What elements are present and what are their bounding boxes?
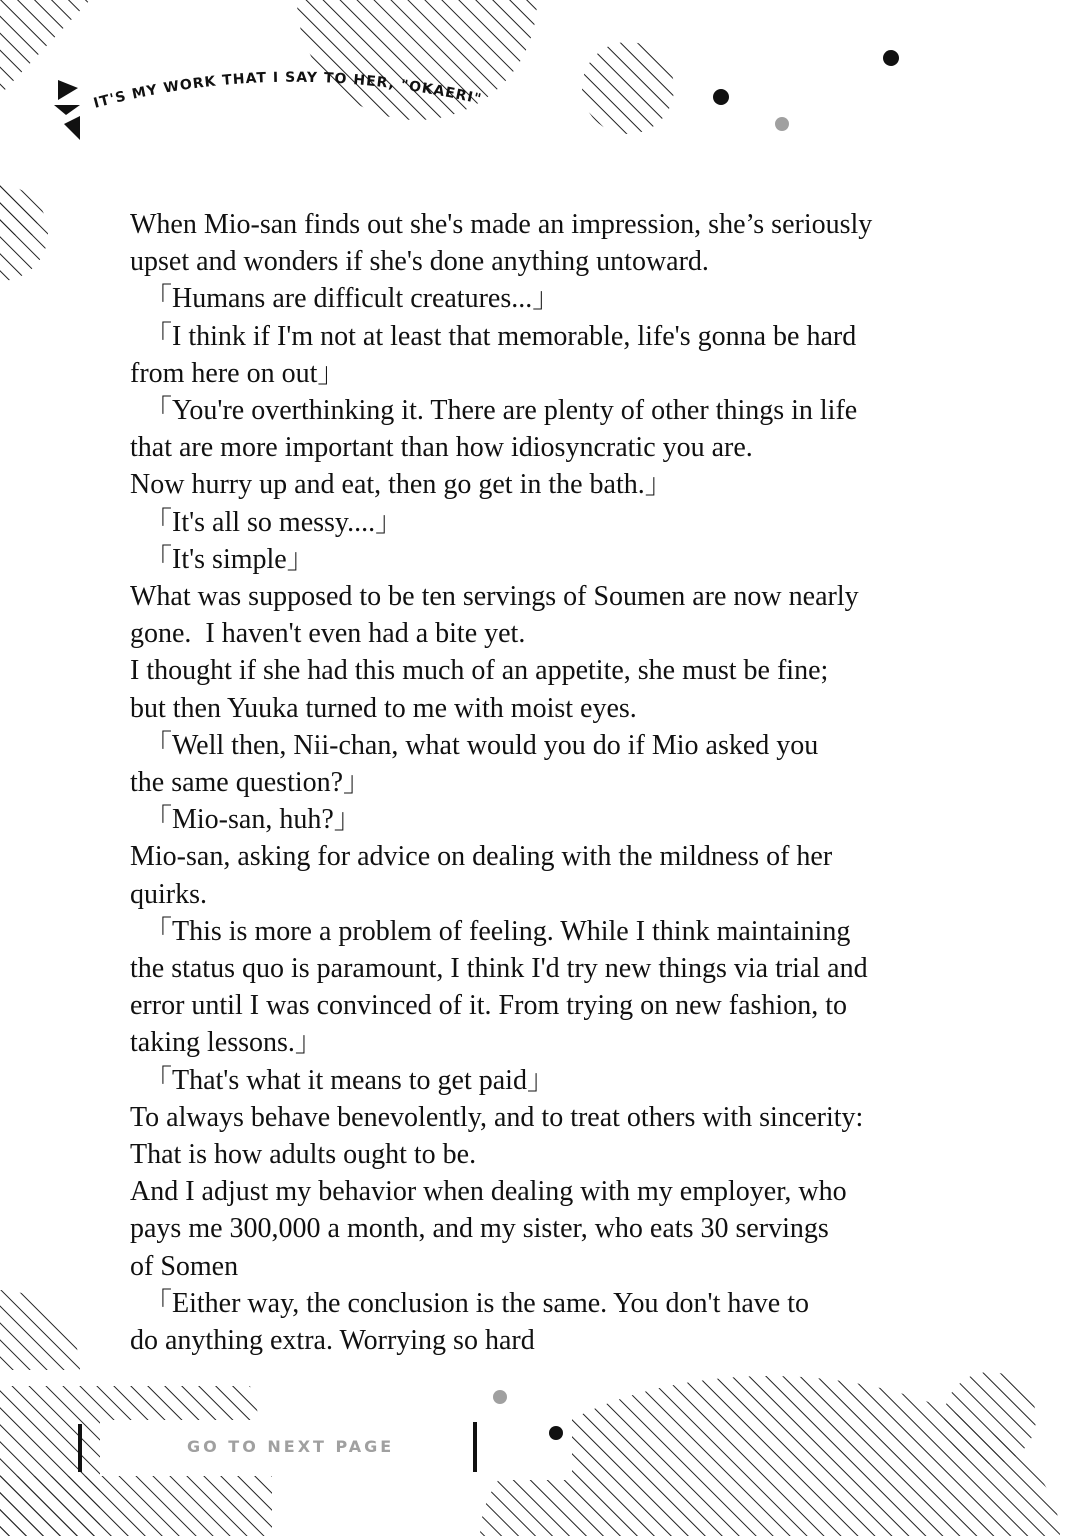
hatch-corner-top-left [0, 0, 90, 95]
story-text [130, 206, 970, 1359]
text-line: the same question?」 [130, 767, 372, 799]
text-line: of Somen [130, 1250, 239, 1282]
text-line: that are more important than how idiosyncratic you are. [130, 432, 753, 464]
text-line: 「That's what it means to get paid」 [130, 1064, 555, 1096]
text-line: That is how adults ought to be. [130, 1139, 477, 1171]
text-line: but then Yuuka turned to me with moist eyes. [130, 692, 637, 724]
text-line: 「Well then, Nii-chan, what would you do if Mio asked you [130, 729, 819, 761]
dot-black-3 [549, 1426, 563, 1440]
dot-gray-2 [493, 1390, 507, 1404]
hatch-semicircle-bottom-left [0, 1290, 80, 1370]
text-line: from here on out」 [130, 357, 346, 389]
text-line: 「Mio-san, huh?」 [130, 804, 362, 836]
text-line: Mio-san, asking for advice on dealing with the mildness of her [130, 841, 833, 873]
hatch-circle-bottom-right [944, 1372, 1036, 1464]
text-line: 「I think if I'm not at least that memorable, life's gonna be hard [130, 320, 857, 352]
text-line: gone. I haven't even had a bite yet. [130, 618, 526, 650]
text-line: 「Humans are difficult creatures...」 [130, 283, 561, 315]
text-line: 「You're overthinking it. There are plenty of other things in life [130, 395, 858, 427]
text-line: the status quo is paramount, I think I'd try new things via trial and [130, 953, 868, 985]
text-line: 「It's all so messy....」 [130, 506, 404, 538]
footer-divider-left [78, 1424, 82, 1472]
header-title: IT'S MY WORK THAT I SAY TO HER, "OKAERI" [91, 69, 484, 112]
next-page-link[interactable]: GO TO NEXT PAGE [187, 1437, 395, 1456]
text-line: 「Either way, the conclusion is the same. You don't have to [130, 1287, 810, 1319]
text-line: quirks. [130, 878, 207, 910]
dot-gray-1 [775, 117, 789, 131]
text-line: When Mio-san finds out she's made an impression, she’s seriously [130, 209, 873, 240]
text-line: 「It's simple」 [130, 543, 315, 575]
text-line: pays me 300,000 a month, and my sister, who eats 30 servings [130, 1213, 829, 1245]
text-line: What was supposed to be ten servings of Soumen are now nearly [130, 581, 859, 613]
text-line: Now hurry up and eat, then go get in the bath.」 [130, 469, 673, 501]
hatch-circle-top-right [582, 42, 674, 134]
text-line: upset and wonders if she's done anything untoward. [130, 246, 709, 278]
text-line: taking lessons.」 [130, 1027, 323, 1059]
hatch-semicircle-left [0, 185, 48, 281]
text-line: error until I was convinced of it. From trying on new fashion, to [130, 990, 847, 1022]
text-line: do anything extra. Worrying so hard [130, 1325, 535, 1357]
hatch-semicircle-top [297, 0, 537, 120]
text-line: And I adjust my behavior when dealing with my employer, who [130, 1176, 847, 1208]
hatch-band-bottom [0, 1386, 272, 1536]
text-line: 「This is more a problem of feeling. While I think maintaining [130, 915, 851, 947]
footer-divider-right [473, 1422, 477, 1472]
text-line: To always behave benevolently, and to treat others with sincerity: [130, 1101, 864, 1133]
dot-black-2 [713, 89, 729, 105]
dot-black-1 [883, 50, 899, 66]
text-line: I thought if she had this much of an appetite, she must be fine; [130, 655, 829, 687]
header-triangles-icon [54, 80, 80, 140]
